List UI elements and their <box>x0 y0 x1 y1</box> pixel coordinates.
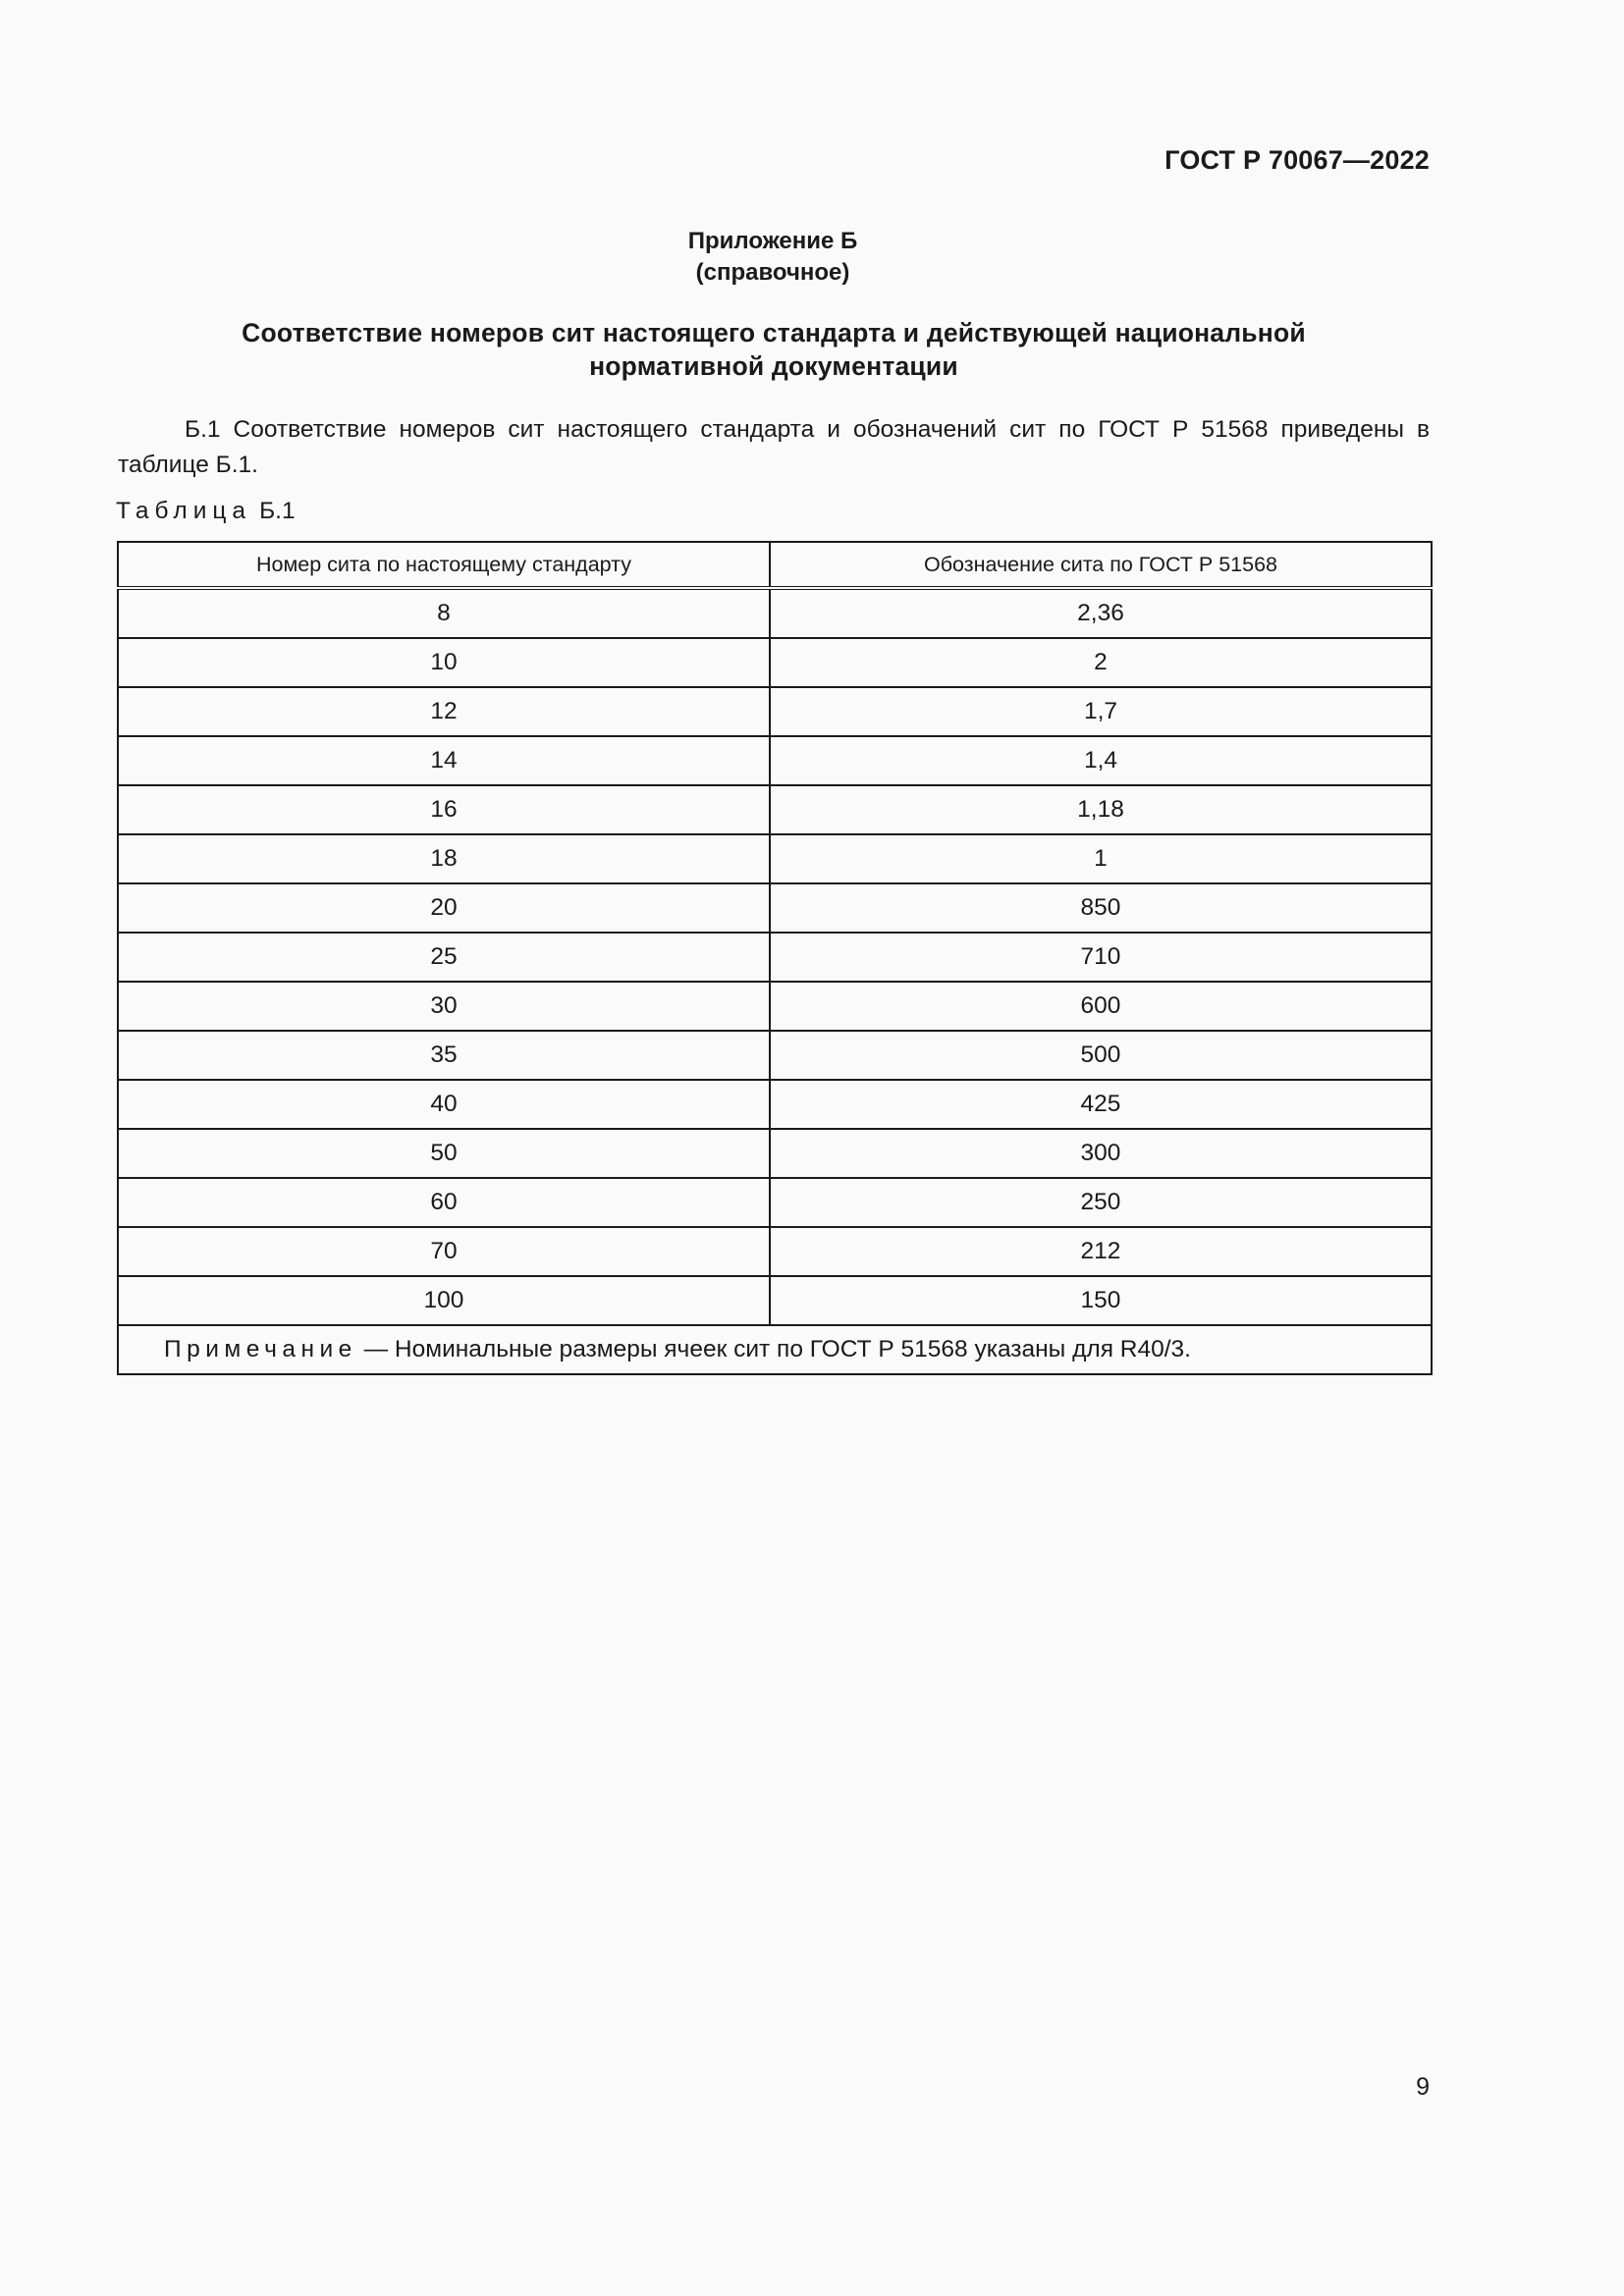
table-row <box>118 982 1432 1031</box>
table-row <box>118 736 1432 785</box>
section-title-line-2: нормативной документации <box>589 351 958 381</box>
table-row <box>118 933 1432 982</box>
table-row <box>118 1129 1432 1178</box>
sieve-number-cell: 100 <box>118 1276 770 1325</box>
sieve-designation-cell: 600 <box>770 982 1432 1031</box>
sieve-number-cell: 30 <box>118 982 770 1031</box>
sieve-designation-cell: 425 <box>770 1080 1432 1129</box>
sieve-number-cell: 18 <box>118 834 770 883</box>
sieve-number-cell: 14 <box>118 736 770 785</box>
sieve-designation-cell: 1,4 <box>770 736 1432 785</box>
sieve-number-cell: 8 <box>118 588 770 638</box>
table-caption-label: Таблица <box>116 498 252 524</box>
table-note <box>118 1325 1432 1374</box>
table-caption-number: Б.1 <box>259 498 296 524</box>
sieve-designation-cell: 2,36 <box>770 588 1432 638</box>
sieve-number-cell: 50 <box>118 1129 770 1178</box>
appendix-title: Приложение Б <box>687 228 858 254</box>
sieve-designation-cell: 710 <box>770 933 1432 982</box>
table-row <box>118 785 1432 834</box>
sieve-designation-cell: 2 <box>770 638 1432 687</box>
sieve-designation-cell: 250 <box>770 1178 1432 1227</box>
table-row <box>118 1178 1432 1227</box>
note-text: — Номинальные размеры ячеек сит по ГОСТ Р 51568 указаны для R40/3. <box>356 1336 1191 1362</box>
body-paragraph: Б.1 Соответствие номеров сит настоящего стандарта и обозначений сит по ГОСТ Р 51568 приведены в таблице Б.1. <box>118 416 1430 478</box>
table-row <box>118 1276 1432 1325</box>
sieve-number-cell: 60 <box>118 1178 770 1227</box>
sieve-designation-cell: 1,18 <box>770 785 1432 834</box>
column-header: Обозначение сита по ГОСТ Р 51568 <box>770 542 1432 588</box>
page-number: 9 <box>1416 2073 1430 2101</box>
sieve-number-cell: 40 <box>118 1080 770 1129</box>
sieve-number-cell: 35 <box>118 1031 770 1080</box>
sieve-designation-cell: 212 <box>770 1227 1432 1276</box>
section-title-line-1: Соответствие номеров сит настоящего стандарта и действующей национальной <box>242 318 1306 347</box>
table-row <box>118 687 1432 736</box>
section-title <box>118 316 1430 383</box>
table-body <box>118 588 1432 1325</box>
table-row <box>118 834 1432 883</box>
sieve-number-cell: 70 <box>118 1227 770 1276</box>
sieve-number-cell: 25 <box>118 933 770 982</box>
sieve-correspondence-table <box>117 541 1433 1375</box>
sieve-designation-cell: 300 <box>770 1129 1432 1178</box>
table-row <box>118 1227 1432 1276</box>
column-header: Номер сита по настоящему стандарту <box>118 542 770 588</box>
table-row <box>118 1031 1432 1080</box>
table-caption <box>116 498 296 525</box>
table-note-row <box>118 1325 1432 1374</box>
appendix-heading <box>0 226 1545 289</box>
table-row <box>118 588 1432 638</box>
table-row <box>118 1080 1432 1129</box>
sieve-designation-cell: 1,7 <box>770 687 1432 736</box>
table-row <box>118 638 1432 687</box>
sieve-designation-cell: 150 <box>770 1276 1432 1325</box>
sieve-number-cell: 12 <box>118 687 770 736</box>
sieve-designation-cell: 500 <box>770 1031 1432 1080</box>
note-label: Примечание <box>164 1336 357 1362</box>
sieve-number-cell: 16 <box>118 785 770 834</box>
table-header-row <box>118 542 1432 588</box>
appendix-subtitle: (справочное) <box>695 259 850 286</box>
sieve-designation-cell: 850 <box>770 883 1432 933</box>
document-code: ГОСТ Р 70067—2022 <box>1164 145 1430 175</box>
table-row <box>118 883 1432 933</box>
sieve-number-cell: 20 <box>118 883 770 933</box>
sieve-designation-cell: 1 <box>770 834 1432 883</box>
sieve-number-cell: 10 <box>118 638 770 687</box>
